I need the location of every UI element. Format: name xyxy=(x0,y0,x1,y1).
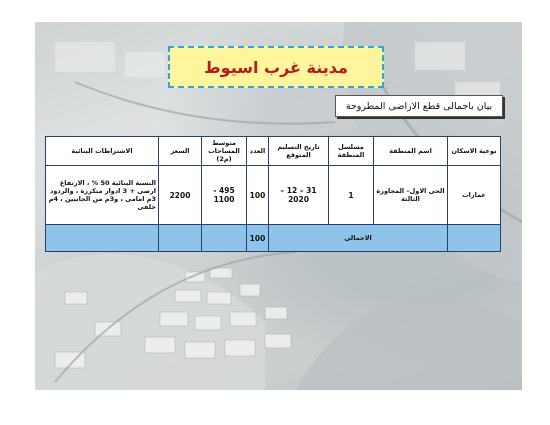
land-plots-table xyxy=(45,136,501,252)
header-avg-area: متوسط المساحات (م2) xyxy=(202,137,247,166)
header-delivery-date: تاريخ التسليم المتوقع xyxy=(269,137,329,166)
total-empty-cell xyxy=(448,225,501,252)
header-housing-type: نوعية الاسكان xyxy=(448,137,501,166)
cell-count: 100 xyxy=(247,166,269,225)
table-row xyxy=(46,166,501,225)
cell-avg-area: 495 - 1100 xyxy=(202,166,247,225)
cell-housing-type: عمارات xyxy=(448,166,501,225)
header-building-conditions: الاشتراطات البنائية xyxy=(46,137,159,166)
cell-price: 2200 xyxy=(159,166,202,225)
cell-zone-serial: 1 xyxy=(329,166,374,225)
total-empty-cell xyxy=(46,225,159,252)
total-empty-cell xyxy=(159,225,202,252)
header-price: السعر xyxy=(159,137,202,166)
city-title: مدينة غرب اسيوط xyxy=(204,57,348,77)
header-count: العدد xyxy=(247,137,269,166)
slide xyxy=(35,22,522,390)
total-label: الاجمالى xyxy=(269,225,448,252)
cell-delivery-date: 31 – 12 – 2020 xyxy=(269,166,329,225)
cell-building-conditions: النسبة البنائية 50 % ، الارتفاع ارضى + 3 ادوار متكررة ، والردود 3م امامى ، و3م من الجانبين ، 4م خلفى xyxy=(46,166,159,225)
cell-zone-name: الحى الاول– المجاورة الثالثة xyxy=(374,166,448,225)
table-caption-text: بيان باجمالى قطع الاراضى المطروحة xyxy=(345,100,493,112)
table-caption xyxy=(335,95,503,117)
city-title-box xyxy=(168,46,384,88)
table-header-row xyxy=(46,137,501,166)
total-empty-cell xyxy=(202,225,247,252)
total-count: 100 xyxy=(247,225,269,252)
table-total-row xyxy=(46,225,501,252)
header-zone-serial: مسلسل المنطقة xyxy=(329,137,374,166)
header-zone-name: اسم المنطقة xyxy=(374,137,448,166)
